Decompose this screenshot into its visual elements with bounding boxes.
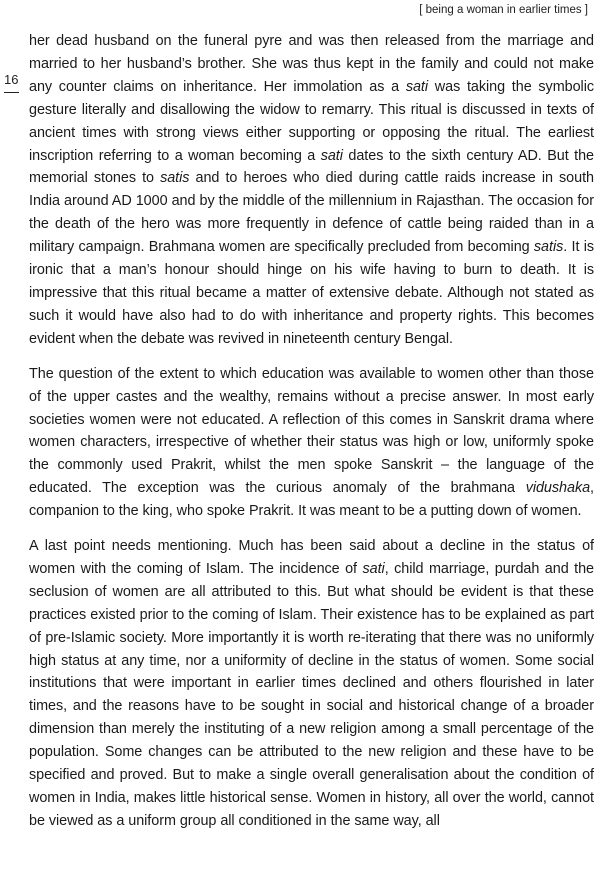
paragraph — [29, 535, 594, 833]
text-run: was taking the symbolic gesture literally and disallowing the widow to remarry. This ritual is discussed in texts of ancient times with strong views either supporting or opposing the ritual. The earliest inscription referring to a woman becoming a — [29, 78, 594, 164]
text-run: her dead husband on the funeral pyre and was then released from the marriage and married to her husband’s brother. She was thus kept in the family and could not make any counter claims on inheritance. Her immolation as a — [29, 33, 594, 95]
paragraph — [29, 363, 594, 523]
text-run: , child marriage, purdah and the seclusion of women are all attributed to this. But what should be evident is that these practices existed prior to the coming of Islam. Their existence has to be explained as part of pre-Islamic society. More importantly it is worth re-iterating that there was no uniformly high status at any time, nor a uniformity of decline in the status of women. Some social institutions that were important in earlier times declined and others flourished in later times, and the reasons have to be sought in social and historical change of a broader dimension than merely the instituting of a new religion among a small percentage of the population. Some changes can be attributed to the new religion and these have to be specified and proved. But to make a single overall generalisation about the condition of women in India, makes little historical sense. Women in history, all over the world, cannot be viewed as a uniform group all conditioned in the same way, all — [29, 560, 594, 829]
paragraph — [29, 30, 594, 351]
italic-term: sati — [405, 78, 429, 95]
text-run: A last point needs mentioning. Much has been said about a decline in the status of women with the coming of Islam. The incidence of — [29, 538, 594, 577]
text-run: and to heroes who died during cattle raids increase in south India around AD 1000 and by the middle of the millennium in Rajasthan. The occasion for the death of the hero was more frequently in defence of cattle being raided than in a military campaign. Brahmana women are specifically precluded from becoming — [29, 170, 594, 256]
italic-term: sati — [320, 147, 343, 164]
text-run: The question of the extent to which education was available to women other than those of the upper castes and the wealthy, remains without a precise answer. In most early societies women were not educated. A reflection of this comes in Sanskrit drama where women characters, irrespective of whether their status was high or low, uniformly spoke the commonly used Prakrit, whilst the men spoke Sanskrit – the language of the educated. The exception was the curious anomaly of the brahmana — [29, 365, 594, 497]
page-number: 16 — [4, 72, 19, 87]
text-run: , companion to the king, who spoke Prakrit. It was meant to be a putting down of women. — [29, 480, 594, 520]
italic-term: satis — [533, 239, 564, 256]
page-number-rule — [4, 92, 19, 93]
italic-term: vidushaka — [525, 480, 591, 497]
text-run: dates to the sixth century AD. But the memorial stones to — [29, 147, 594, 187]
italic-term: satis — [160, 170, 190, 187]
running-head: [ being a woman in earlier times ] — [419, 4, 588, 16]
italic-term: sati — [362, 560, 385, 577]
text-run: . It is ironic that a man’s honour should hinge on his wife having to burn to death. It is impressive that this ritual became a matter of extensive debate. Although not stated as such it would have also had to do with inheritance and property rights. This becomes evident when the debate was revived in nineteenth century Bengal. — [29, 239, 594, 347]
body-text — [29, 30, 594, 845]
